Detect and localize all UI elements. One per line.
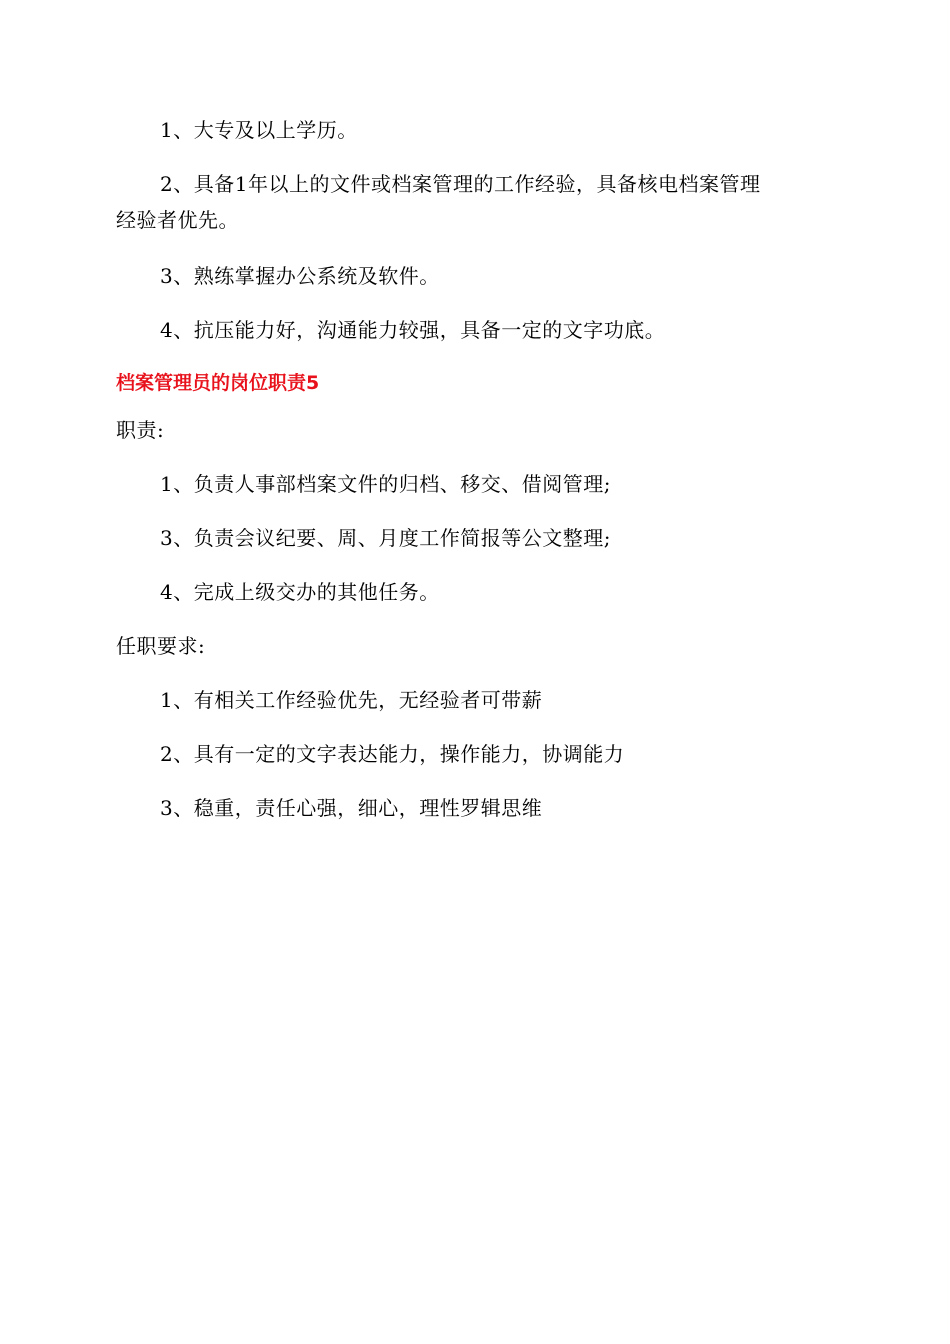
duty-item: 3、负责会议纪要、周、月度工作简报等公文整理; bbox=[160, 526, 611, 550]
duty-item: 4、完成上级交办的其他任务。 bbox=[160, 580, 440, 604]
requirement-item: 2、具有一定的文字表达能力，操作能力，协调能力 bbox=[160, 742, 625, 766]
requirement-item: 1、大专及以上学历。 bbox=[160, 118, 358, 142]
requirement-item: 3、熟练掌握办公系统及软件。 bbox=[160, 264, 440, 288]
duties-label: 职责: bbox=[116, 418, 165, 442]
requirement-item: 3、稳重，责任心强，细心，理性罗辑思维 bbox=[160, 796, 543, 820]
requirement-item: 4、抗压能力好，沟通能力较强，具备一定的文字功底。 bbox=[160, 318, 666, 342]
requirement-item: 2、具备1年以上的文件或档案管理的工作经验，具备核电档案管理 bbox=[160, 172, 761, 196]
requirements-label: 任职要求: bbox=[116, 634, 206, 658]
requirement-item-continuation: 经验者优先。 bbox=[116, 208, 239, 232]
section-title: 档案管理员的岗位职责5 bbox=[116, 372, 320, 394]
duty-item: 1、负责人事部档案文件的归档、移交、借阅管理; bbox=[160, 472, 611, 496]
requirement-item: 1、有相关工作经验优先，无经验者可带薪 bbox=[160, 688, 543, 712]
